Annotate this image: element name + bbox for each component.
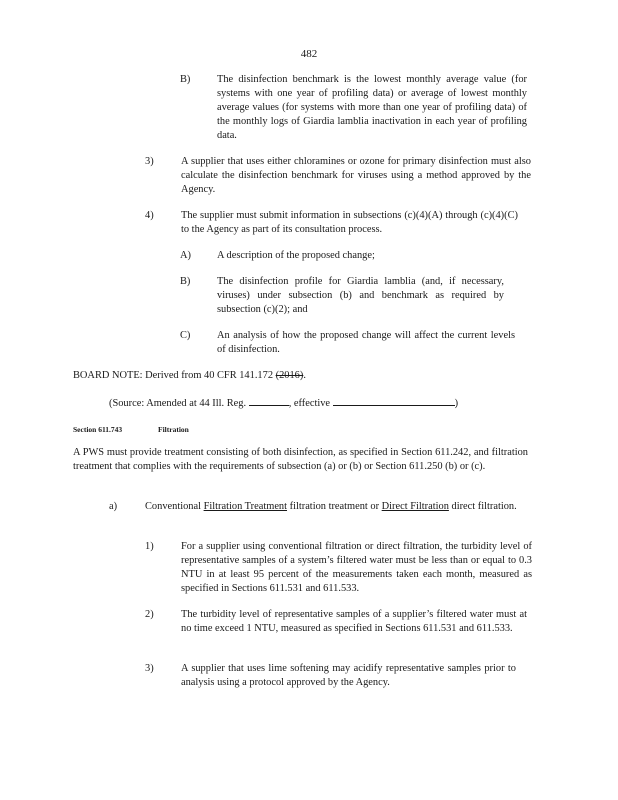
- board-note-period: .: [303, 370, 306, 381]
- item-label: 2): [145, 609, 154, 620]
- effective-date-blank: [333, 395, 455, 406]
- subsection-text: [145, 500, 525, 514]
- item-text: For a supplier using conventional filtration or direct filtration, the turbidity level of representative samples of a system’s filtered water must be less than or equal to 0.3 NTU in at least 95 percent of the measurements taken each month, measured as specified in Sections 611.531 and 611.533.: [181, 541, 532, 594]
- item-text: A description of the proposed change;: [217, 250, 375, 261]
- item-label: 4): [145, 210, 154, 221]
- item-label: C): [180, 330, 191, 341]
- board-note-text: BOARD NOTE: Derived from 40 CFR 141.172: [73, 370, 276, 381]
- item-label: 3): [145, 156, 154, 167]
- item-text: An analysis of how the proposed change will affect the current levels of disinfection.: [217, 330, 515, 355]
- item-text: The supplier must submit information in subsections (c)(4)(A) through (c)(4)(C) to the Agency as part of its consultation process.: [181, 210, 518, 235]
- section-number: Section 611.743: [73, 425, 123, 434]
- item-text: A supplier that uses either chloramines or ozone for primary disinfection must also calculate the disinfection benchmark for viruses using a method approved by the Agency.: [181, 156, 531, 195]
- page-number: 482: [300, 48, 318, 60]
- subsection-text-part: direct filtration.: [448, 501, 517, 512]
- board-note: [73, 369, 533, 383]
- subsection-text-part: Conventional: [145, 501, 204, 512]
- register-page-blank: [249, 395, 289, 406]
- item-label: 3): [145, 663, 154, 674]
- underlined-insertion: Filtration Treatment: [203, 501, 288, 512]
- subsection-text-part: filtration treatment or: [287, 501, 382, 512]
- item-label: B): [180, 276, 191, 287]
- source-close: ): [454, 398, 459, 409]
- item-text: The turbidity level of representative samples of a supplier’s filtered water must at no time exceed 1 NTU, measured as specified in Sections 611.531 and 611.533.: [181, 609, 527, 634]
- item-label: B): [180, 74, 191, 85]
- underlined-insertion: Direct Filtration: [381, 501, 449, 512]
- item-text: The disinfection benchmark is the lowest monthly average value (for systems with one year of profiling data) or average of lowest monthly average values (for systems with more than one year of profiling data) of the monthly logs of Giardia lamblia inactivation in each year of profiling data.: [217, 74, 527, 141]
- item-text: The disinfection profile for Giardia lamblia (and, if necessary, viruses) under subsection (b) and benchmark as required by subsection (c)(2); and: [217, 276, 504, 315]
- section-title: Filtration: [158, 425, 189, 434]
- source-line: [109, 395, 529, 411]
- item-label: A): [180, 250, 191, 261]
- intro-paragraph: A PWS must provide treatment consisting of both disinfection, as specified in Section 611.242, and filtration treatment that complies with the requirements of subsection (a) or (b) or Section 611.250 (b) or (c).: [73, 447, 528, 472]
- source-text: (Source: Amended at 44 Ill. Reg.: [109, 398, 247, 409]
- item-label: 1): [145, 541, 154, 552]
- struck-year: (2016): [275, 370, 304, 381]
- source-effective: , effective: [288, 398, 331, 409]
- subsection-label: a): [109, 501, 118, 512]
- item-text: A supplier that uses lime softening may acidify representative samples prior to analysis using a protocol approved by the Agency.: [181, 663, 516, 688]
